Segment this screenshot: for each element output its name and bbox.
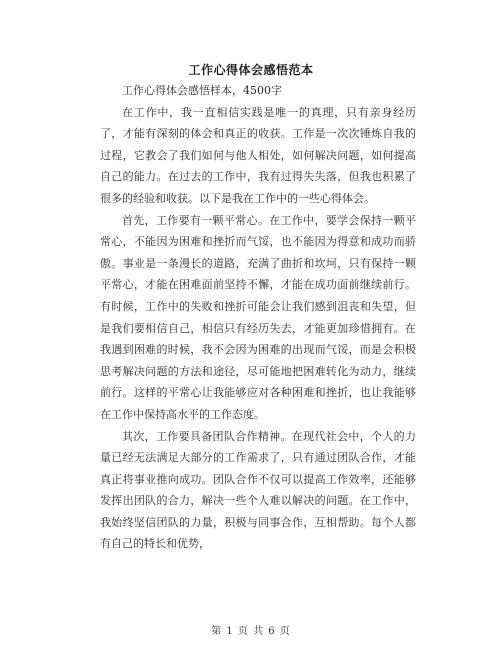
paragraph: 首先，工作要有一颗平常心。在工作中，要学会保持一颗平常心，不能因为困难和挫折而气馁，也不能因为得意和成功而骄傲。事业是一条漫长的道路，充满了曲折和坎坷，只有保持一颗平常心，才能在困难面前坚持不懈，才能在成功面前继续前行。有时候，工作中的失败和挫折可能会让我们感到沮丧和失望，但是我们要相信自己，相信只有经历失去，才能更加珍惜拥有。在我遇到困难的时候，我不会因为困难的出现而气馁，而是会积极思考解决问题的方法和途径，尽可能地把困难转化为动力，继续前行。这样的平常心让我能够应对各种困难和挫折，也让我能够在工作中保持高水平的工作态度。 [100, 213, 416, 421]
document-title: 工作心得体会感悟范本 [188, 63, 314, 77]
paragraph: 在工作中，我一直相信实践是唯一的真理，只有亲身经历了，才能有深刻的体会和真正的收获。工作是一次次锤炼自我的过程，它教会了我们如何与他人相处，如何解决问题，如何提高自己的能力。在过去的工作中，我有过得失失落，但我也积累了很多的经验和收获。以下是我在工作中的一些心得体会。 [100, 105, 416, 205]
document-body [100, 80, 416, 555]
paragraph-subtitle: 工作心得体会感悟样本，4500字 [122, 84, 282, 97]
paragraph: 其次，工作要具备团队合作精神。在现代社会中，个人的力量已经无法满足大部分的工作需求了，只有通过团队合作，才能真正将事业推向成功。团队合作不仅可以提高工作效率，还能够发挥出团队的合力，解决一些个人难以解决的问题。在工作中，我始终坚信团队的力量，积极与同事合作，互相帮助。每个人都有自己的特长和优势， [100, 429, 416, 551]
page-number-footer: 第 1 页 共 6 页 [211, 626, 291, 637]
